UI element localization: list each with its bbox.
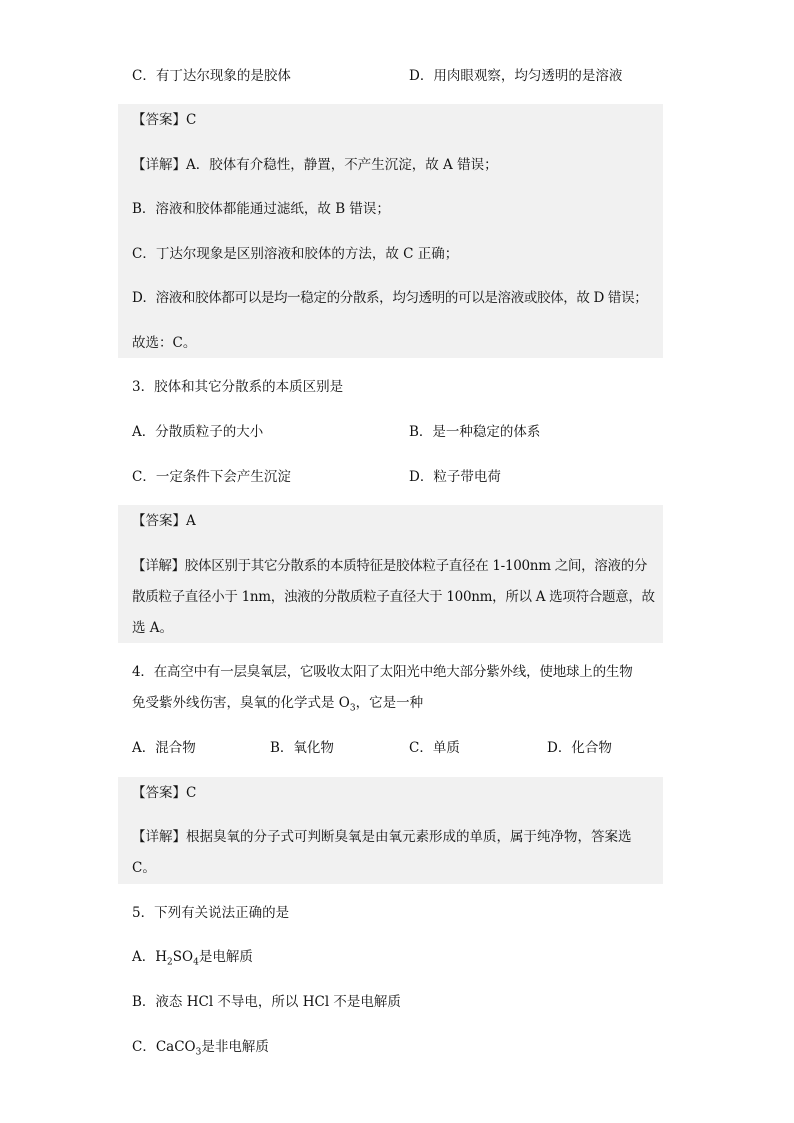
q2-option-d: D．用肉眼观察，均匀透明的是溶液 bbox=[409, 68, 623, 84]
q3-answer: 【答案】A bbox=[132, 513, 196, 529]
q4-option-d: D．化合物 bbox=[547, 740, 612, 756]
q5-option-a-pre: A．H bbox=[132, 949, 168, 965]
q4-option-a: A．混合物 bbox=[132, 740, 196, 756]
q3-detail-3: 选 A。 bbox=[132, 620, 174, 636]
q4-option-c: C．单质 bbox=[409, 740, 460, 756]
q5-option-a bbox=[132, 946, 253, 968]
q5-option-c-sub: 3 bbox=[195, 1047, 202, 1058]
q2-option-c: C．有丁达尔现象的是胶体 bbox=[132, 68, 291, 84]
q2-detail-5: 故选：C。 bbox=[132, 335, 197, 351]
q2-detail-1: 【详解】A．胶体有介稳性，静置，不产生沉淀，故 A 错误； bbox=[132, 157, 498, 173]
q5-option-a-mid: SO bbox=[172, 949, 194, 965]
q4-stem-2-pre: 免受紫外线伤害，臭氧的化学式是 O bbox=[132, 695, 350, 711]
q3-option-d: D．粒子带电荷 bbox=[409, 469, 501, 485]
q5-option-c-post: 是非电解质 bbox=[201, 1039, 269, 1055]
q3-stem: 3．胶体和其它分散系的本质区别是 bbox=[132, 379, 344, 395]
q4-answer: 【答案】C bbox=[132, 785, 197, 801]
q2-answer: 【答案】C bbox=[132, 112, 197, 128]
q3-option-a: A．分散质粒子的大小 bbox=[132, 424, 264, 440]
q3-option-b: B．是一种稳定的体系 bbox=[409, 424, 541, 440]
q5-option-a-sub1: 2 bbox=[167, 957, 173, 968]
q3-option-c: C．一定条件下会产生沉淀 bbox=[132, 469, 291, 485]
q5-option-a-post: 是电解质 bbox=[198, 949, 253, 965]
answer-block-q2 bbox=[118, 104, 663, 358]
q3-detail-1: 【详解】胶体区别于其它分散系的本质特征是胶体粒子直径在 1-100nm 之间，溶液的分 bbox=[132, 558, 648, 574]
q4-stem-1: 4．在高空中有一层臭氧层，它吸收太阳了太阳光中绝大部分紫外线，使地球上的生物 bbox=[132, 664, 633, 680]
q4-detail-2: C。 bbox=[132, 860, 156, 876]
q5-option-c-pre: C．CaCO bbox=[132, 1039, 196, 1055]
q4-option-b: B．氧化物 bbox=[270, 740, 334, 756]
q2-detail-3: C．丁达尔现象是区别溶液和胶体的方法，故 C 正确； bbox=[132, 246, 459, 262]
q5-stem: 5．下列有关说法正确的是 bbox=[132, 905, 290, 921]
q2-detail-4: D．溶液和胶体都可以是均一稳定的分散系，均匀透明的可以是溶液或胶体，故 D 错误； bbox=[132, 290, 648, 306]
q3-detail-2: 散质粒子直径小于 1nm，浊液的分散质粒子直径大于 100nm，所以 A 选项符合题意，故 bbox=[132, 589, 655, 605]
q5-option-a-sub2: 4 bbox=[193, 957, 199, 968]
q4-detail-1: 【详解】根据臭氧的分子式可判断臭氧是由氧元素形成的单质，属于纯净物，答案选 bbox=[132, 829, 632, 845]
q4-stem-2-sub: 3 bbox=[349, 703, 356, 714]
q5-option-b: B．液态 HCl 不导电，所以 HCl 不是电解质 bbox=[132, 994, 401, 1010]
q4-stem-2 bbox=[132, 692, 423, 714]
q2-detail-2: B．溶液和胶体都能通过滤纸，故 B 错误； bbox=[132, 201, 390, 217]
q5-option-c bbox=[132, 1036, 269, 1058]
q4-stem-2-post: ，它是一种 bbox=[355, 695, 424, 711]
